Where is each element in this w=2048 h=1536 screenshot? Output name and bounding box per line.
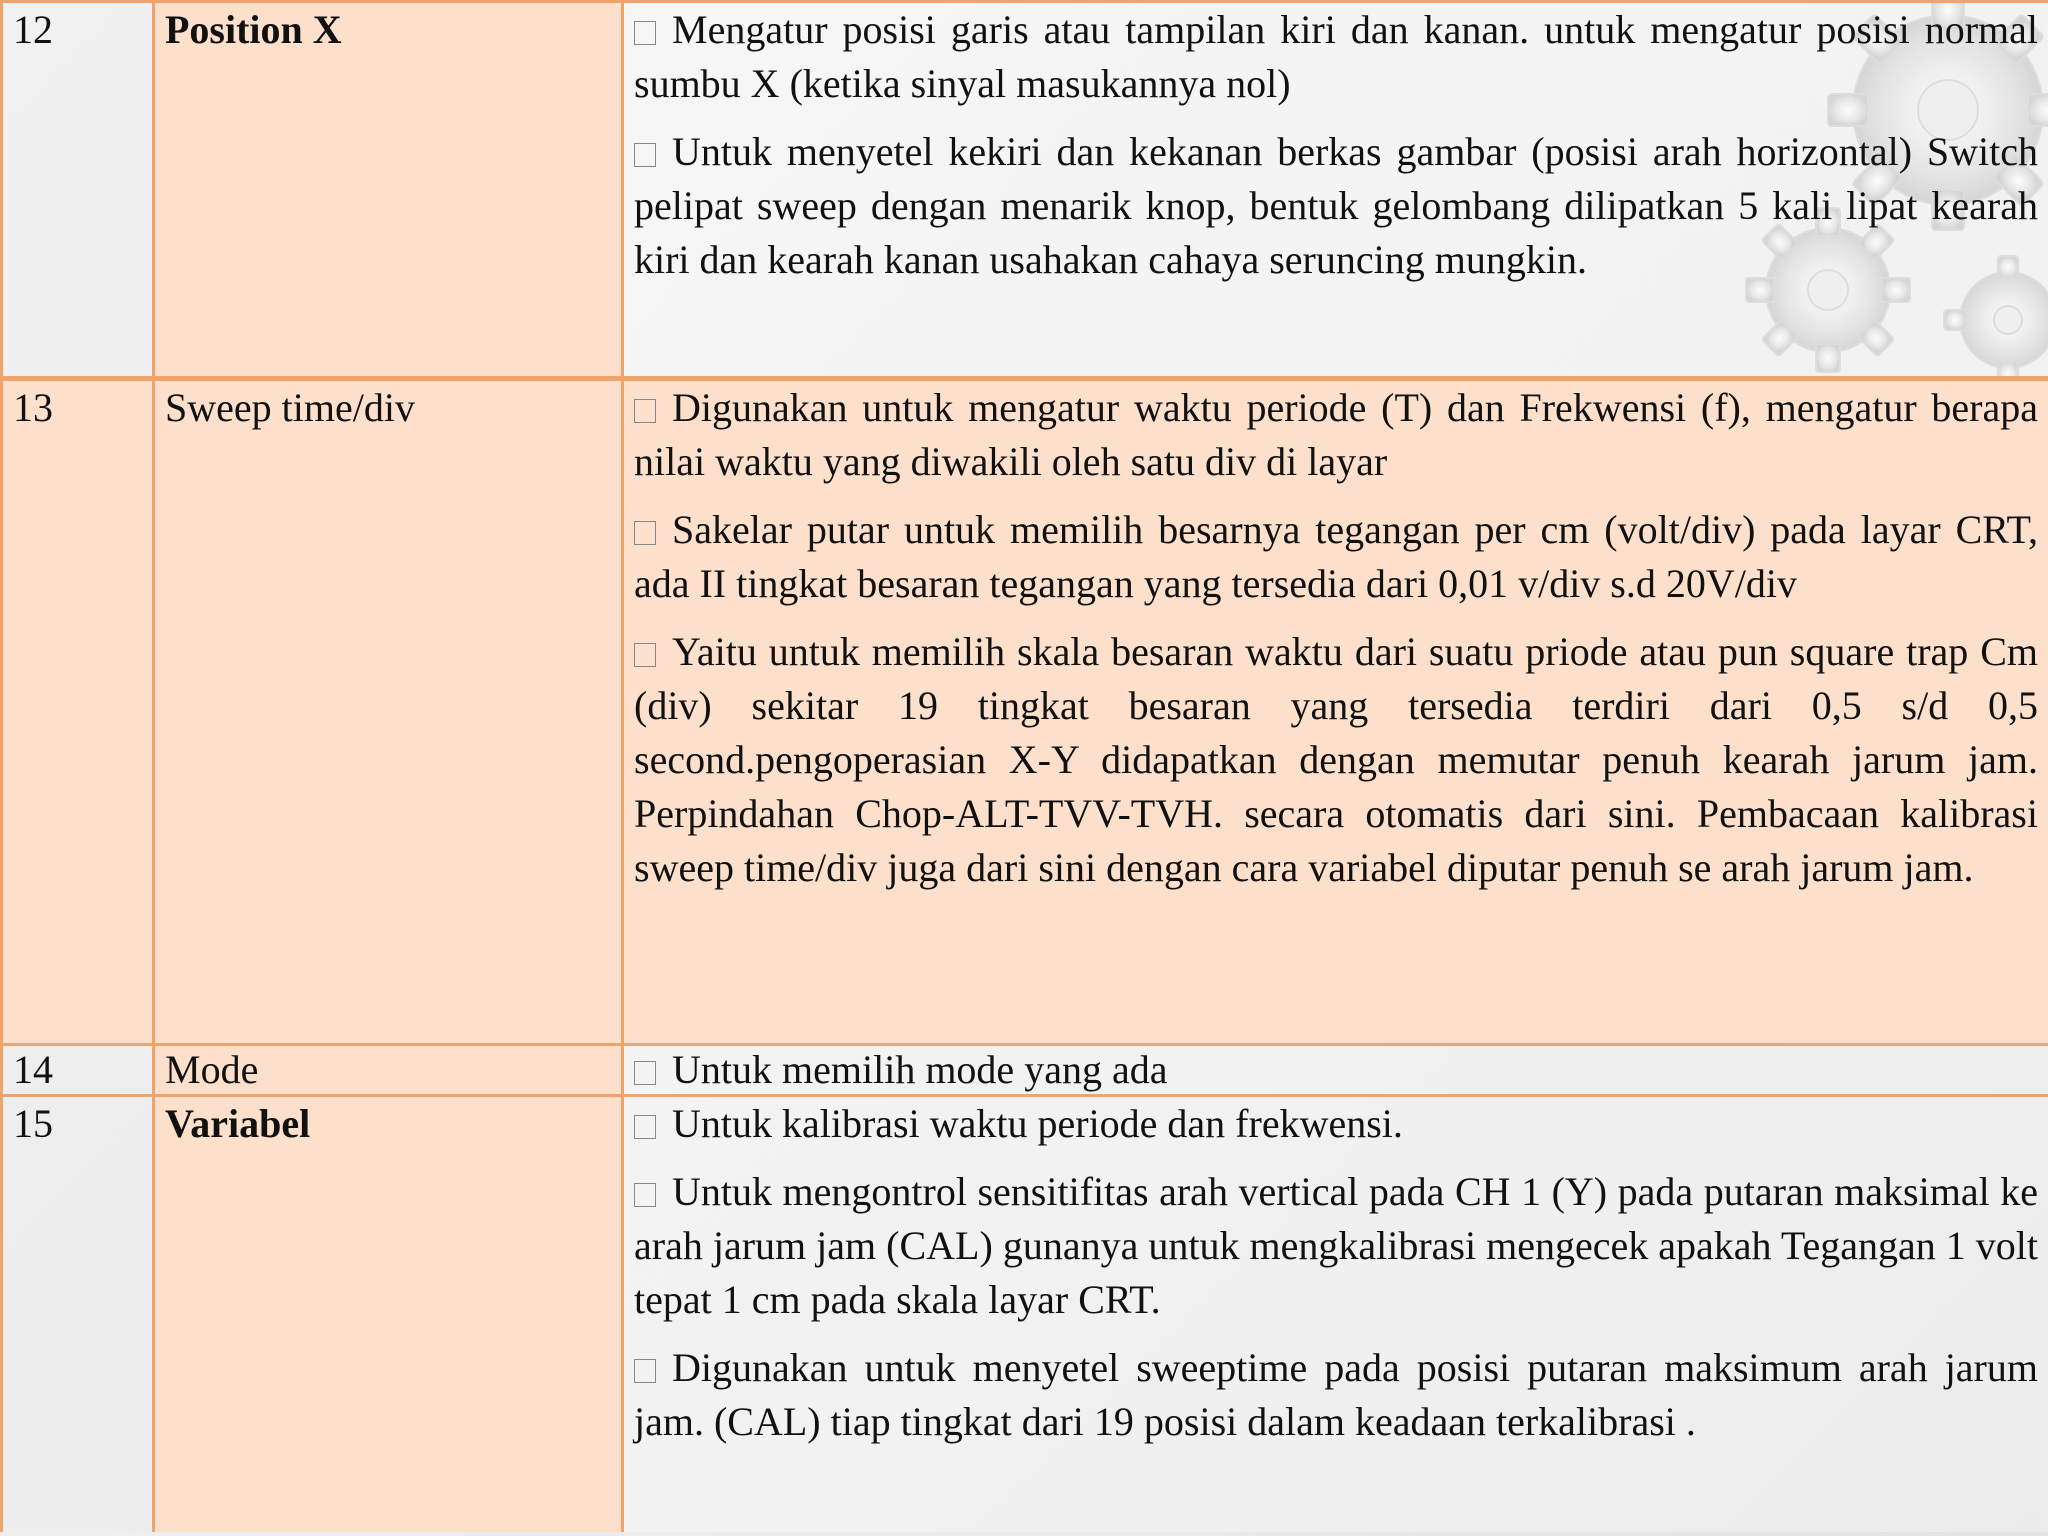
row-description bbox=[623, 2, 2048, 379]
row-name: Mode bbox=[154, 1045, 623, 1096]
row-name: Position X bbox=[154, 2, 623, 379]
description-paragraph: Mengatur posisi garis atau tampilan kiri dan kanan. untuk mengatur posisi normal sumbu X (ketika sinyal masukannya nol) bbox=[634, 7, 2038, 106]
row-description bbox=[623, 379, 2048, 1045]
description-paragraph: Untuk memilih mode yang ada bbox=[634, 1046, 2038, 1094]
description-paragraph: Untuk kalibrasi waktu periode dan frekwensi. bbox=[634, 1097, 2038, 1151]
square-bullet-icon bbox=[634, 643, 656, 667]
description-paragraph: Untuk menyetel kekiri dan kekanan berkas gambar (posisi arah horizontal) Switch pelipat sweep dengan menarik knop, bentuk gelombang dilipatkan 5 kali lipat kearah kiri dan kearah kanan usahakan cahaya seruncing mungkin. bbox=[634, 129, 2038, 282]
row-number: 13 bbox=[2, 379, 154, 1045]
row-name: Variabel bbox=[154, 1096, 623, 1533]
description-paragraph: Sakelar putar untuk memilih besarnya tegangan per cm (volt/div) pada layar CRT, ada II tingkat besaran tegangan yang tersedia dari 0,01 v/div s.d 20V/div bbox=[634, 507, 2038, 606]
table-row bbox=[2, 379, 2048, 1045]
row-number: 12 bbox=[2, 2, 154, 379]
row-number: 14 bbox=[2, 1045, 154, 1096]
description-paragraph: Untuk mengontrol sensitifitas arah vertical pada CH 1 (Y) pada putaran maksimal ke arah jarum jam (CAL) gunanya untuk mengkalibrasi mengecek apakah Tegangan 1 volt tepat 1 cm pada skala layar CRT. bbox=[634, 1169, 2038, 1322]
square-bullet-icon bbox=[634, 1359, 656, 1383]
table-row bbox=[2, 1045, 2048, 1096]
row-number: 15 bbox=[2, 1096, 154, 1533]
description-paragraph: Yaitu untuk memilih skala besaran waktu dari suatu priode atau pun square trap Cm (div) sekitar 19 tingkat besaran yang tersedia terdiri dari 0,5 s/d 0,5 second.pengoperasian X-Y didapatkan dengan memutar penuh kearah jarum jam. Perpindahan Chop-ALT-TVV-TVH. secara otomatis dari sini. Pembacaan kalibrasi sweep time/div juga dari sini dengan cara variabel diputar penuh se arah jarum jam. bbox=[634, 629, 2038, 890]
row-name: Sweep time/div bbox=[154, 379, 623, 1045]
table-row bbox=[2, 2, 2048, 379]
description-paragraph: Digunakan untuk menyetel sweeptime pada posisi putaran maksimum arah jarum jam. (CAL) tiap tingkat dari 19 posisi dalam keadaan terkalibrasi . bbox=[634, 1345, 2038, 1444]
table-row bbox=[2, 1096, 2048, 1533]
row-description bbox=[623, 1096, 2048, 1533]
square-bullet-icon bbox=[634, 521, 656, 545]
square-bullet-icon bbox=[634, 1183, 656, 1207]
square-bullet-icon bbox=[634, 21, 656, 45]
square-bullet-icon bbox=[634, 143, 656, 167]
square-bullet-icon bbox=[634, 1061, 656, 1085]
description-paragraph: Digunakan untuk mengatur waktu periode (T) dan Frekwensi (f), mengatur berapa nilai waktu yang diwakili oleh satu div di layar bbox=[634, 385, 2038, 484]
row-description bbox=[623, 1045, 2048, 1096]
square-bullet-icon bbox=[634, 399, 656, 423]
square-bullet-icon bbox=[634, 1115, 656, 1139]
